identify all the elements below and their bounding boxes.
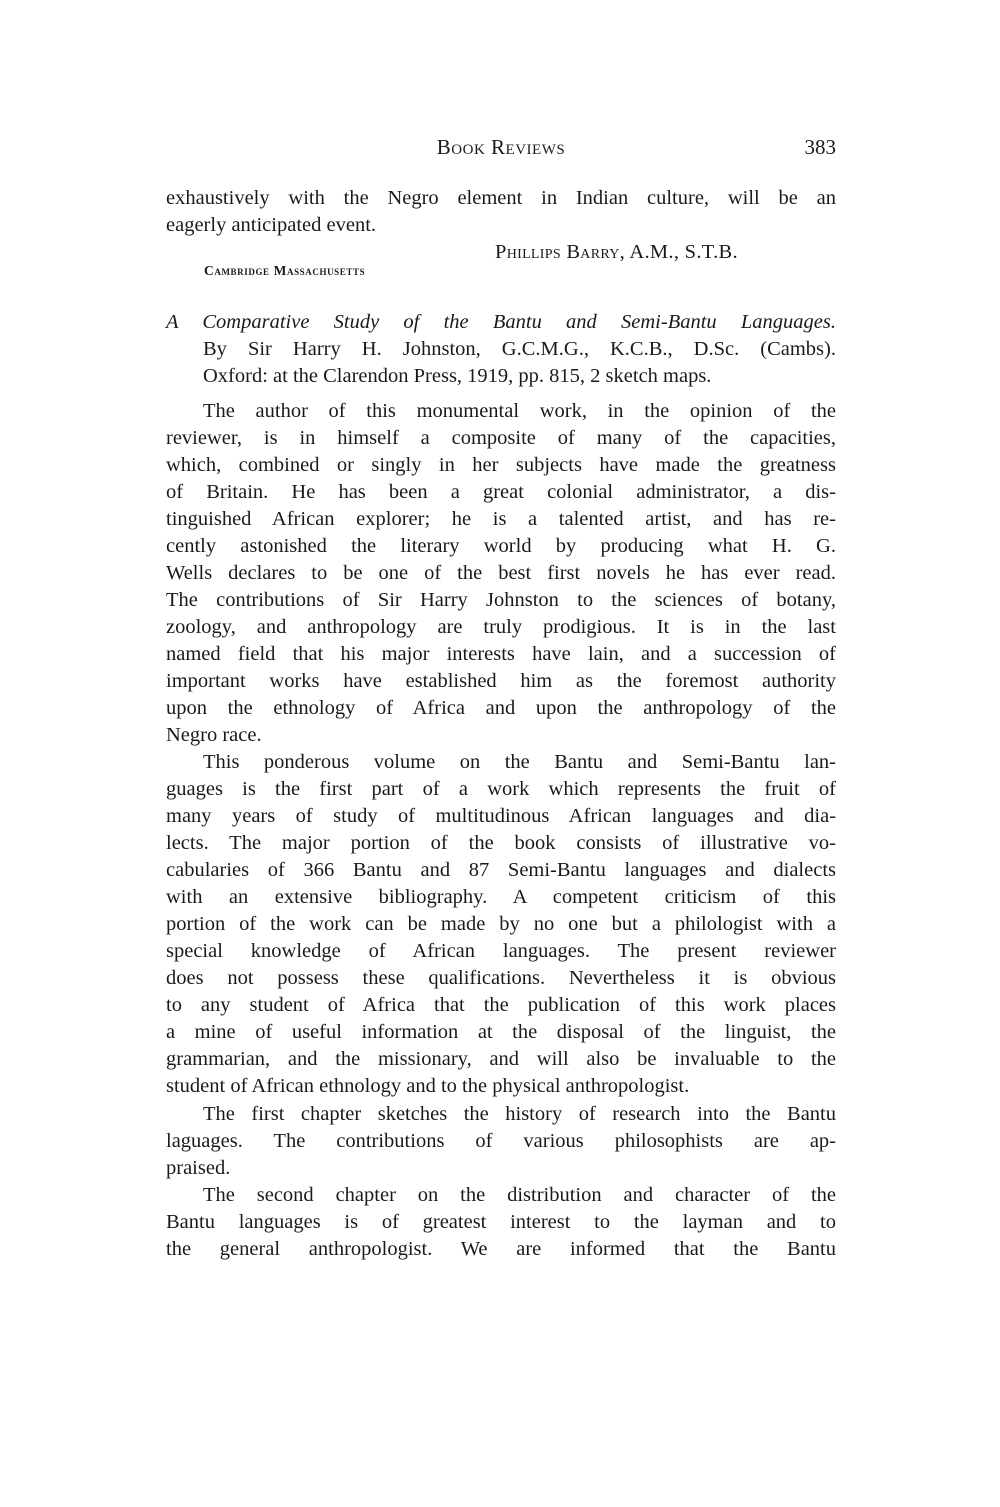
text-line: This ponderous volume on the Bantu and Semi-Bantu lan-	[203, 751, 836, 773]
text-line: The contributions of Sir Harry Johnston to the sciences of botany,	[166, 589, 836, 611]
text-line: grammarian, and the missionary, and will also be invaluable to the	[166, 1048, 836, 1070]
text-line: to any student of Africa that the publication of this work places	[166, 994, 836, 1016]
text-line: a mine of useful information at the disposal of the linguist, the	[166, 1021, 836, 1043]
running-head	[166, 135, 836, 165]
book-publisher	[166, 363, 836, 390]
text-line: which, combined or singly in her subjects have made the greatness	[166, 454, 836, 476]
text-line: cabularies of 366 Bantu and 87 Semi-Bantu languages and dialects	[166, 859, 836, 881]
text-line: tinguished African explorer; he is a talented artist, and has re-	[166, 508, 836, 530]
text-line: does not possess these qualifications. Nevertheless it is obvious	[166, 967, 836, 989]
book-author	[166, 336, 836, 363]
reviewer-signature: Phillips Barry, A.M., S.T.B.	[495, 241, 738, 263]
text-line: important works have established him as the foremost authority	[166, 670, 836, 692]
text-line: the general anthropologist. We are informed that the Bantu	[166, 1238, 836, 1260]
text-line: guages is the first part of a work which represents the fruit of	[166, 778, 836, 800]
text-line: Wells declares to be one of the best first novels he has ever read.	[166, 562, 836, 584]
text-line: special knowledge of African languages. The present reviewer	[166, 940, 836, 962]
text-line: of Britain. He has been a great colonial administrator, a dis-	[166, 481, 836, 503]
page-number: 383	[804, 135, 836, 159]
author-text: By Sir Harry H. Johnston, G.C.M.G., K.C.B., D.Sc. (Cambs).	[203, 338, 836, 360]
text-line: lects. The major portion of the book consists of illustrative vo-	[166, 832, 836, 854]
text-line: zoology, and anthropology are truly prodigious. It is in the last	[166, 616, 836, 638]
text-line: laguages. The contributions of various philosophists are ap-	[166, 1130, 836, 1152]
reviewer-location: Cambridge Massachusetts	[204, 263, 366, 278]
review-paragraph-2	[166, 749, 836, 1100]
text-line: Negro race.	[166, 724, 262, 746]
review-paragraph-1	[166, 398, 836, 749]
text-line: eagerly anticipated event.	[166, 214, 377, 236]
text-line: portion of the work can be made by no one but a philologist with a	[166, 913, 836, 935]
text-line: student of African ethnology and to the physical anthropologist.	[166, 1075, 690, 1097]
text-line: The first chapter sketches the history of research into the Bantu	[203, 1103, 836, 1125]
text-line: with an extensive bibliography. A competent criticism of this	[166, 886, 836, 908]
running-title: Book Reviews	[436, 135, 566, 159]
publisher-text: Oxford: at the Clarendon Press, 1919, pp. 815, 2 sketch maps.	[203, 365, 712, 387]
previous-review-ending	[166, 185, 836, 239]
text-line: many years of study of multitudinous African languages and dia-	[166, 805, 836, 827]
review-paragraph-3	[166, 1101, 836, 1182]
text-line: cently astonished the literary world by producing what H. G.	[166, 535, 836, 557]
text-line: upon the ethnology of Africa and upon the anthropology of the	[166, 697, 836, 719]
text-line: praised.	[166, 1157, 231, 1179]
text-line: The second chapter on the distribution and character of the	[203, 1184, 836, 1206]
text-line: exhaustively with the Negro element in Indian culture, will be an	[166, 187, 836, 209]
book-citation	[166, 309, 836, 390]
text-line: The author of this monumental work, in the opinion of the	[203, 400, 836, 422]
book-title: A Comparative Study of the Bantu and Semi-Bantu Languages.	[166, 311, 836, 333]
review-paragraph-4	[166, 1182, 836, 1263]
text-line: Bantu languages is of greatest interest to the layman and to	[166, 1211, 836, 1233]
text-line: reviewer, is in himself a composite of many of the capacities,	[166, 427, 836, 449]
text-line: named field that his major interests have lain, and a succession of	[166, 643, 836, 665]
